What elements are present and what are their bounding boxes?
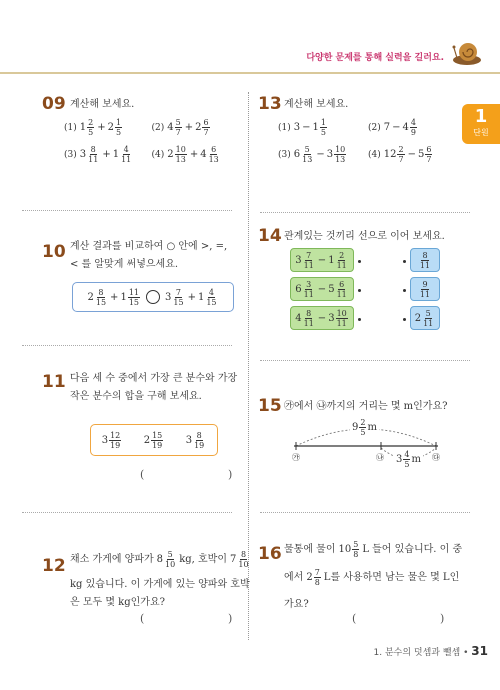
q14-left-column xyxy=(290,248,354,335)
mixed-number: 3 $\frac{8}{19}$ xyxy=(185,430,205,450)
match-tile-left[interactable] xyxy=(290,248,354,272)
fraction: $\frac{8}{11}$ xyxy=(88,145,99,164)
operator: − xyxy=(317,254,327,266)
operator: − xyxy=(302,122,311,133)
mixed-number: 4 $\frac{4}{9}$ xyxy=(402,118,416,137)
mixed-number: 4 $\frac{5}{7}$ xyxy=(167,118,181,137)
q15-point-mid: ㉯ xyxy=(376,453,384,462)
q15-prompt: ㉮에서 ㉯까지의 거리는 몇 m인가요? xyxy=(284,401,448,412)
page-number: 31 xyxy=(471,644,488,658)
q09-item: (4) 2 $\frac{10}{13}$ + 4 $\frac{6}{13}$ xyxy=(151,145,219,164)
mixed-number: 6 $\frac{5}{13}$ xyxy=(293,145,313,164)
q11-answer-close: ) xyxy=(228,468,233,481)
fraction: $\frac{6}{11}$ xyxy=(336,279,347,299)
q09-number: 09 xyxy=(42,94,66,114)
q11-prompt-1: 다음 세 수 중에서 가장 큰 분수와 가장 xyxy=(70,373,238,384)
fraction: $\frac{8}{11}$ xyxy=(303,308,314,328)
mixed-number: 2 $\frac{6}{7}$ xyxy=(195,118,209,137)
mixed-number: 3 $\frac{7}{15}$ xyxy=(165,287,184,307)
mixed-number: 3 $\frac{10}{13}$ xyxy=(326,145,346,164)
fraction: $\frac{2}{5}$ xyxy=(88,118,94,137)
banner-text: 다양한 문제를 통해 실력을 길러요. xyxy=(306,53,444,63)
fraction: $\frac{2}{11}$ xyxy=(336,250,347,270)
q13-items xyxy=(278,118,458,164)
fraction: $\frac{8}{11}$ xyxy=(419,250,431,270)
match-tile-left[interactable] xyxy=(290,277,354,301)
mixed-number: 3 $\frac{10}{11}$ xyxy=(328,308,347,328)
fraction: $\frac{15}{19}$ xyxy=(152,430,163,450)
q10-number: 10 xyxy=(42,242,66,262)
q11-fraction-box xyxy=(90,424,218,456)
mixed-number xyxy=(418,251,432,270)
match-tile-right[interactable] xyxy=(410,306,440,330)
mixed-number: 3 $\frac{12}{19}$ xyxy=(101,430,121,450)
unit-number: 1 xyxy=(474,106,488,127)
divider-right-1 xyxy=(260,212,470,213)
q09-item: (1) 1 $\frac{2}{5}$ + 2 $\frac{1}{5}$ xyxy=(64,118,122,137)
fraction: $\frac{7}{11}$ xyxy=(303,250,314,270)
q13-item: (4) 12 $\frac{2}{7}$ − 5 $\frac{6}{7}$ xyxy=(368,145,432,164)
q10-prompt-1: 계산 결과를 비교하여 ○ 안에 >, =, xyxy=(70,241,228,252)
fraction: $\frac{9}{11}$ xyxy=(419,279,431,299)
q12-answer-close: ) xyxy=(228,612,233,625)
operator: − xyxy=(317,312,327,324)
q13-item: (3) 6 $\frac{5}{13}$ − 3 $\frac{10}{13}$ xyxy=(278,145,346,164)
fraction: $\frac{5}{11}$ xyxy=(423,308,434,328)
mixed-number: 3 xyxy=(293,122,301,133)
match-tile-left[interactable] xyxy=(290,306,354,330)
fraction: $\frac{5}{7}$ xyxy=(175,118,181,137)
q16-line2: 에서 2 $\frac{7}{8}$ L를 사용하면 남는 물은 몇 L인 xyxy=(284,568,460,587)
divider-left-3 xyxy=(22,512,232,513)
q12-line1: 채소 가게에 양파가 8 $\frac{5}{10}$ kg, 호박이 7 $\frac{8}{10}$ xyxy=(70,550,249,569)
operator: + xyxy=(184,122,194,133)
connector-dot[interactable] xyxy=(358,289,361,292)
mixed-number: 1 $\frac{4}{11}$ xyxy=(112,145,132,164)
fraction: $\frac{10}{13}$ xyxy=(335,145,346,164)
q10-compare-box xyxy=(72,282,234,312)
connector-dot[interactable] xyxy=(403,318,406,321)
mixed-number: 2 $\frac{15}{19}$ xyxy=(143,430,163,450)
operator: − xyxy=(316,149,325,160)
q16-line1: 물통에 물이 10 $\frac{5}{8}$ L 들어 있습니다. 이 중 xyxy=(284,540,463,559)
q09-items xyxy=(64,118,239,164)
fraction: $\frac{8}{19}$ xyxy=(194,430,205,450)
fraction: $\frac{4}{9}$ xyxy=(410,118,416,137)
fraction: $\frac{3}{11}$ xyxy=(303,279,314,299)
q12-line3: 은 모두 몇 kg인가요? xyxy=(70,597,165,608)
fraction: $\frac{6}{13}$ xyxy=(208,145,219,164)
mixed-number: 6 $\frac{3}{11}$ xyxy=(295,279,314,299)
q14-right-column xyxy=(410,248,440,335)
mixed-number: 7 xyxy=(383,122,391,133)
operator: − xyxy=(317,283,327,295)
q16-answer-open: ( xyxy=(352,612,357,625)
q13-item: (1) 3 − 1 $\frac{1}{5}$ xyxy=(278,118,326,137)
unit-tab xyxy=(462,104,500,144)
divider-right-3 xyxy=(260,512,470,513)
q14-prompt: 관계있는 것끼리 선으로 이어 보세요. xyxy=(284,231,445,242)
fraction: $\frac{2}{7}$ xyxy=(398,145,404,164)
mixed-number: 2 $\frac{1}{5}$ xyxy=(107,118,122,137)
divider-left-2 xyxy=(22,345,232,346)
mixed-number xyxy=(418,280,432,299)
mixed-number: 3 $\frac{7}{11}$ xyxy=(295,250,314,270)
q12-line2: kg 있습니다. 이 가게에 있는 양파와 호박 xyxy=(70,579,250,590)
q10-prompt-2: < 를 알맞게 써넣으세요. xyxy=(70,259,179,270)
q13-prompt: 계산해 보세요. xyxy=(284,99,349,110)
fraction: $\frac{8}{15}$ xyxy=(95,287,107,307)
q16-line3: 가요? xyxy=(284,599,309,610)
mixed-number: 4 $\frac{8}{11}$ xyxy=(295,308,314,328)
q15-total-label: 9 $\frac{2}{5}$ m xyxy=(352,418,377,437)
fraction: $\frac{4}{11}$ xyxy=(121,145,132,164)
connector-dot[interactable] xyxy=(403,289,406,292)
q13-number: 13 xyxy=(258,94,282,114)
mixed-number: 2 $\frac{8}{15}$ xyxy=(87,287,107,307)
q15-part-label: 3 $\frac{4}{5}$ m xyxy=(396,450,421,469)
mixed-number: 1 $\frac{2}{11}$ xyxy=(328,250,347,270)
q15-point-end: ㉰ xyxy=(432,453,440,462)
q15-number: 15 xyxy=(258,396,282,416)
fraction: $\frac{12}{19}$ xyxy=(110,430,121,450)
mixed-number: 2 $\frac{5}{11}$ xyxy=(414,308,434,328)
q11-number: 11 xyxy=(42,372,66,392)
mixed-number: 4 $\frac{6}{13}$ xyxy=(200,145,219,164)
connector-dot[interactable] xyxy=(403,260,406,263)
q16-answer-close: ) xyxy=(440,612,445,625)
q09-item: (2) 4 $\frac{5}{7}$ + 2 $\frac{6}{7}$ xyxy=(151,118,209,137)
q16-number: 16 xyxy=(258,544,282,564)
fraction: $\frac{6}{7}$ xyxy=(203,118,209,137)
q14-number: 14 xyxy=(258,226,282,246)
unit-label: 단원 xyxy=(473,128,489,137)
mixed-number: 3 $\frac{8}{11}$ xyxy=(79,145,99,164)
footer-chapter: 1. 분수의 덧셈과 뺄셈 • xyxy=(373,648,469,658)
match-tile-right[interactable] xyxy=(410,248,440,272)
fraction: $\frac{1}{5}$ xyxy=(115,118,122,137)
fraction: $\frac{1}{5}$ xyxy=(320,118,326,137)
q09-prompt: 계산해 보세요. xyxy=(70,99,135,110)
mixed-number: 5 $\frac{6}{7}$ xyxy=(417,145,432,164)
snail-illustration-icon xyxy=(450,34,484,68)
mixed-number: 2 $\frac{10}{13}$ xyxy=(167,145,186,164)
operator: − xyxy=(407,149,416,160)
operator: + xyxy=(97,122,106,133)
fraction: $\frac{10}{13}$ xyxy=(175,145,186,164)
mixed-number: 5 $\frac{6}{11}$ xyxy=(328,279,347,299)
fraction: $\frac{10}{11}$ xyxy=(336,308,347,328)
mixed-number: 12 $\frac{2}{7}$ xyxy=(383,145,404,164)
q12-answer-open: ( xyxy=(140,612,145,625)
connector-dot[interactable] xyxy=(358,260,361,263)
operator: + xyxy=(187,291,196,303)
q15-point-start: ㉮ xyxy=(292,453,300,462)
fraction: $\frac{5}{13}$ xyxy=(302,145,313,164)
operator: + xyxy=(110,291,119,303)
fraction: $\frac{7}{15}$ xyxy=(173,287,184,307)
q09-item: (3) 3 $\frac{8}{11}$ + 1 $\frac{4}{11}$ xyxy=(64,145,132,164)
q11-answer-open: ( xyxy=(140,468,145,481)
divider-right-2 xyxy=(260,360,470,361)
fraction: $\frac{6}{7}$ xyxy=(426,145,432,164)
mixed-number: 1 $\frac{2}{5}$ xyxy=(79,118,94,137)
operator: + xyxy=(102,149,111,160)
answer-circle[interactable] xyxy=(146,290,160,304)
mixed-number: 1 $\frac{11}{15}$ xyxy=(120,287,139,307)
divider-left-1 xyxy=(22,210,232,211)
fraction: $\frac{4}{15}$ xyxy=(206,287,217,307)
mixed-number: 1 $\frac{4}{15}$ xyxy=(197,287,217,307)
page-footer xyxy=(374,644,488,658)
operator: − xyxy=(392,122,401,133)
match-tile-right[interactable] xyxy=(410,277,440,301)
fraction: $\frac{11}{15}$ xyxy=(128,287,139,307)
q12-number: 12 xyxy=(42,556,66,576)
connector-dot[interactable] xyxy=(358,318,361,321)
mixed-number: 1 $\frac{1}{5}$ xyxy=(312,118,326,137)
operator: + xyxy=(189,149,199,160)
q13-item: (2) 7 − 4 $\frac{4}{9}$ xyxy=(368,118,416,137)
q11-prompt-2: 작은 분수의 합을 구해 보세요. xyxy=(70,391,202,402)
